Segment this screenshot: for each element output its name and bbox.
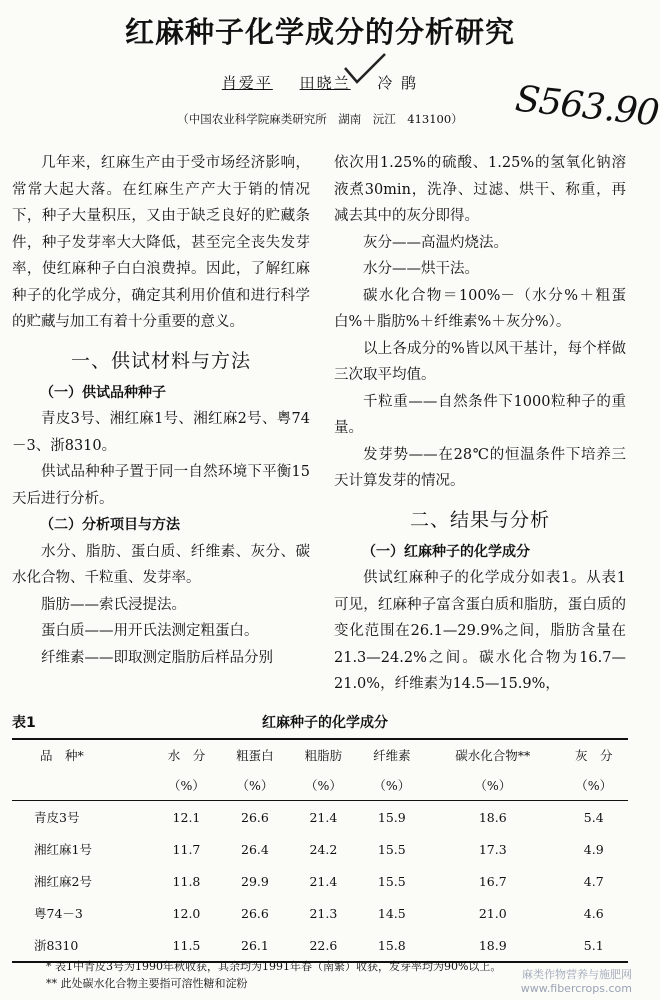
cell-fat: 24.2 — [309, 841, 338, 857]
cell-fat: 21.4 — [309, 809, 338, 825]
footnote-2: ** 此处碳水化合物主要指可溶性糖和淀粉 — [46, 977, 248, 990]
cell-carb: 21.0 — [478, 905, 507, 921]
composition-table — [12, 738, 628, 963]
footnote-1: * 表1中青皮3号为1990年秋收获，其余均为1991年春（南繁）收获，发芽率均为90%以上。 — [46, 960, 502, 973]
handwritten-call-number: S563.90 — [513, 78, 660, 135]
cell-fat: 21.4 — [309, 873, 338, 889]
watermark-line-1: 麻类作物营养与施肥网 — [522, 968, 632, 981]
cell-variety: 粤74－3 — [34, 906, 83, 921]
cell-protein: 26.6 — [241, 905, 269, 921]
cell-protein: 26.1 — [221, 929, 289, 962]
affiliation: （中国农业科学院麻类研究所 湖南 沅江 413100） — [177, 112, 463, 126]
germination-method: 发芽势——在28℃的恒温条件下培养三天计算发芽的情况。 — [334, 446, 626, 489]
results-text: 供试红麻种子的化学成分如表1。从表1可见，红麻种子富含蛋白质和脂肪，蛋白质的变化范围在26.1—29.9%之间，脂肪含量在21.3—24.2%之间。碳水化合物为16.7—21.0%，纤维素为14.5—15.9%， — [334, 570, 626, 692]
ash-method: 灰分——高温灼烧法。 — [363, 234, 508, 251]
author-2: 田晓兰 — [299, 74, 351, 92]
items-text: 水分、脂肪、蛋白质、纤维素、灰分、碳水化合物、千粒重、发芽率。 — [12, 543, 310, 586]
left-column — [12, 150, 310, 671]
cell-fiber: 15.5 — [377, 841, 406, 857]
cell-variety: 浙8310 — [12, 929, 152, 962]
cell-fiber: 14.5 — [377, 905, 406, 921]
section-heading-results: 二、结果与分析 — [409, 508, 550, 531]
cell-ash: 5.1 — [559, 929, 628, 962]
storage-text: 供试品种种子置于同一自然环境下平衡15天后进行分析。 — [12, 464, 310, 507]
intro-paragraph: 几年来，红麻生产由于受市场经济影响，常常大起大落。在红麻生产产大于销的情况下，种子大量积压，又由于缺乏良好的贮藏条件，种子发芽率大大降低，甚至完全丧失发芽率，使红麻种子白白浪费掉。因此，了解红麻种子的化学成分，确定其利用价值和进行科学的贮藏与加工有着十分重要的意义。 — [12, 155, 310, 330]
subheading-items: （二）分析项目与方法 — [40, 517, 180, 533]
cell-variety: 湘红麻1号 — [34, 842, 92, 857]
watermark-line-2: www.fibercrops.com — [520, 982, 632, 995]
fat-method: 脂肪——索氏浸提法。 — [41, 596, 186, 613]
cell-ash: 5.4 — [583, 809, 604, 825]
basis-text: 以上各成分的%皆以风干基计，每个样做三次取平均值。 — [334, 340, 626, 383]
cell-protein: 26.4 — [241, 841, 269, 857]
table-row — [12, 897, 628, 929]
unit-fiber: （%） — [358, 770, 426, 801]
paper-title: 红麻种子化学成分的分析研究 — [124, 15, 515, 49]
carb-formula: 碳水化合物＝100%－（水分%＋粗蛋白%＋脂肪%＋纤维素%＋灰分%）。 — [334, 287, 626, 330]
cell-carb: 17.3 — [478, 841, 507, 857]
unit-fat: （%） — [289, 770, 357, 801]
table-title: 红麻种子的化学成分 — [262, 715, 388, 731]
cell-water: 12.0 — [172, 905, 201, 921]
table-footnotes — [46, 958, 501, 992]
fiber-method-continued: 依次用1.25%的硫酸、1.25%的氢氧化钠溶液煮30min，洗净、过滤、烘干、称重，再减去其中的灰分即得。 — [334, 155, 626, 224]
col-header-ash: 灰 分 — [559, 739, 628, 770]
right-column — [334, 150, 626, 698]
varieties-text: 青皮3号、湘红麻1号、湘红麻2号、粤74－3、浙8310。 — [12, 411, 310, 454]
cell-water: 11.8 — [172, 873, 201, 889]
unit-variety — [12, 770, 152, 801]
section-heading-methods: 一、供试材料与方法 — [70, 349, 251, 372]
cell-variety: 青皮3号 — [34, 810, 80, 825]
table-row — [12, 833, 628, 865]
cell-fiber: 15.9 — [377, 809, 406, 825]
author-3: 冷 鹃 — [377, 74, 419, 92]
table-label: 表1 — [12, 715, 36, 731]
col-header-water: 水 分 — [152, 739, 220, 770]
table-caption — [12, 712, 628, 732]
col-header-fat: 粗脂肪 — [289, 739, 357, 770]
unit-water: （%） — [152, 770, 220, 801]
cell-fat: 21.3 — [309, 905, 338, 921]
cell-ash: 4.9 — [583, 841, 604, 857]
checkmark-icon — [343, 52, 387, 86]
cell-water: 12.1 — [172, 809, 201, 825]
cell-ash: 4.7 — [583, 873, 604, 889]
subheading-varieties: （一）供试品种种子 — [40, 384, 166, 401]
cell-carb: 16.7 — [478, 873, 507, 889]
cell-carb: 18.9 — [426, 929, 559, 962]
cell-variety: 湘红麻2号 — [34, 874, 92, 889]
site-watermark — [521, 968, 632, 996]
unit-protein: （%） — [221, 770, 289, 801]
subheading-composition: （一）红麻种子的化学成分 — [362, 543, 530, 560]
cell-carb: 18.6 — [478, 809, 507, 825]
author-1: 肖爱平 — [221, 74, 273, 92]
tkw-method: 千粒重——自然条件下1000粒种子的重量。 — [334, 393, 626, 436]
protein-method: 蛋白质——用开氏法测定粗蛋白。 — [41, 623, 259, 639]
cell-water: 11.7 — [172, 841, 201, 857]
cell-fiber: 15.5 — [377, 873, 406, 889]
table-row — [12, 865, 628, 897]
col-header-protein: 粗蛋白 — [221, 739, 289, 770]
table-row — [12, 801, 628, 834]
unit-carb: （%） — [426, 770, 559, 801]
unit-ash: （%） — [559, 770, 628, 801]
cell-protein: 29.9 — [241, 873, 269, 889]
water-method: 水分——烘干法。 — [363, 261, 479, 277]
cell-ash: 4.6 — [583, 905, 604, 921]
fiber-method: 纤维素——即取测定脂肪后样品分别 — [41, 649, 273, 666]
cell-water: 11.5 — [152, 929, 220, 962]
cell-fiber: 15.8 — [358, 929, 426, 962]
cell-protein: 26.6 — [241, 809, 269, 825]
col-header-fiber: 纤维素 — [358, 739, 426, 770]
col-header-carb: 碳水化合物** — [426, 739, 559, 770]
col-header-variety: 品 种* — [12, 739, 152, 770]
cell-fat: 22.6 — [289, 929, 357, 962]
